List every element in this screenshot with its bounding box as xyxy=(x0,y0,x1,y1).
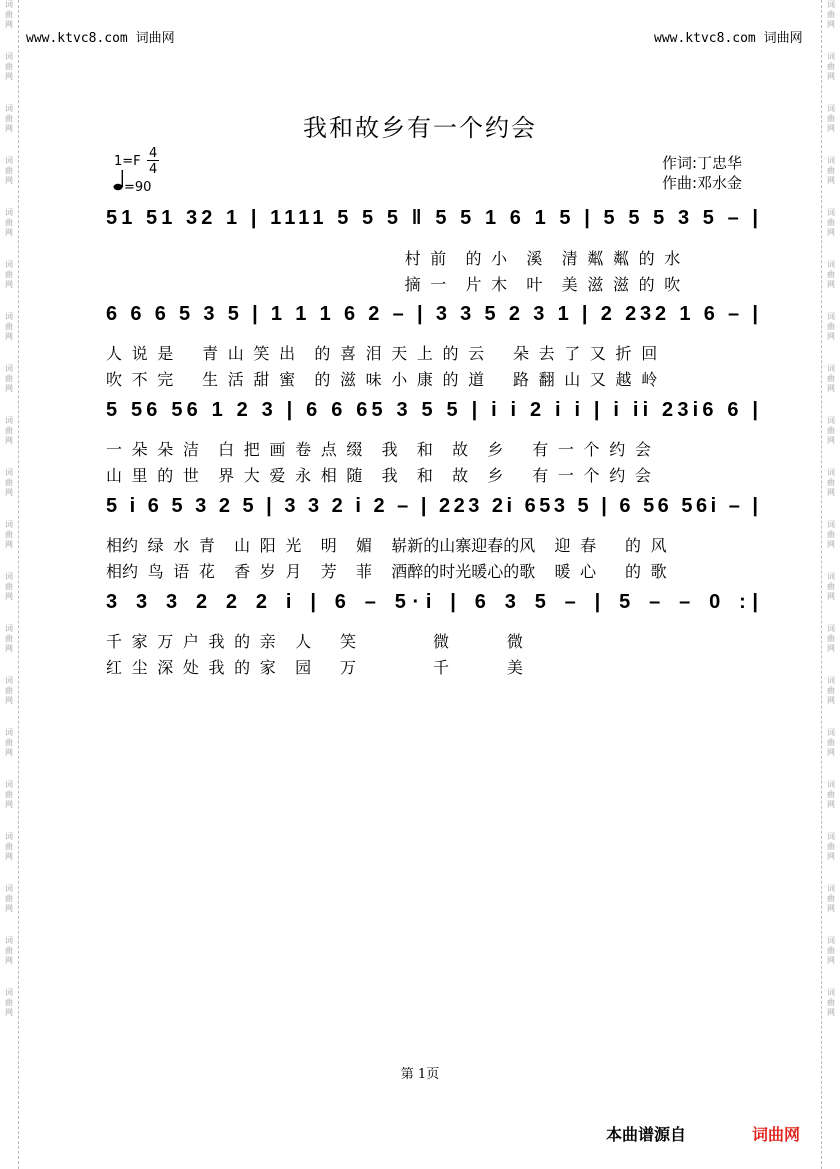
watermark-glyph: 词 xyxy=(5,988,13,997)
watermark-glyph: 词 xyxy=(5,832,13,841)
page-number: 第 1页 xyxy=(400,1067,440,1082)
watermark-glyph: 网 xyxy=(827,280,835,289)
watermark-glyph: 曲 xyxy=(5,530,13,539)
right-margin-line xyxy=(821,0,822,1169)
song-title: 我和故乡有一个约会 xyxy=(303,114,537,142)
lyric-verse1-row-4: 相约 绿 水 青 山 阳 光 明 媚 崭新的山寨迎春的风 迎 春 的 风 xyxy=(106,536,667,555)
watermark-glyph: 网 xyxy=(827,956,835,965)
watermark-glyph: 网 xyxy=(5,176,13,185)
notation-staff-2 xyxy=(106,296,766,336)
watermark-glyph: 词 xyxy=(5,416,13,425)
notation-text-5: 3 3 3 2 2 2 i | 6 – 5·i | 6 3 5 – | 5 – – 0 :| xyxy=(106,591,759,613)
watermark-group xyxy=(5,312,13,342)
watermark-glyph: 词 xyxy=(5,624,13,633)
watermark-glyph: 词 xyxy=(827,52,835,61)
lyric-verse1-row-5: 千 家 万 户 我 的 亲 人 笑 微 微 xyxy=(106,632,523,651)
watermark-glyph: 曲 xyxy=(5,842,13,851)
notation-row-1 xyxy=(106,200,766,236)
watermark-group xyxy=(5,780,13,810)
watermark-glyph: 曲 xyxy=(5,894,13,903)
watermark-glyph: 网 xyxy=(5,20,13,29)
watermark-glyph: 网 xyxy=(827,644,835,653)
watermark-glyph: 词 xyxy=(827,208,835,217)
notation-row-2 xyxy=(106,296,766,332)
watermark-group xyxy=(827,312,835,342)
watermark-glyph: 词 xyxy=(827,780,835,789)
lyric-verse2-row-1: 摘 一 片 木 叶 美 滋 滋 的 吹 xyxy=(106,275,681,294)
watermark-glyph: 词 xyxy=(827,832,835,841)
watermark-glyph: 词 xyxy=(5,364,13,373)
watermark-glyph: 网 xyxy=(827,904,835,913)
watermark-glyph: 网 xyxy=(5,748,13,757)
watermark-group xyxy=(827,624,835,654)
watermark-group xyxy=(827,728,835,758)
watermark-group xyxy=(5,988,13,1018)
watermark-glyph: 曲 xyxy=(827,10,835,19)
lyric-verse2-row-5: 红 尘 深 处 我 的 家 园 万 千 美 xyxy=(106,658,523,677)
watermark-group xyxy=(827,988,835,1018)
watermark-group xyxy=(827,0,835,30)
lyric-verse1-row-2: 人 说 是 青 山 笑 出 的 喜 泪 天 上 的 云 朵 去 了 又 折 回 xyxy=(106,344,658,363)
watermark-group xyxy=(827,260,835,290)
notation-staff-3 xyxy=(106,392,766,432)
watermark-group xyxy=(5,52,13,82)
watermark-glyph: 网 xyxy=(827,852,835,861)
watermark-glyph: 曲 xyxy=(5,998,13,1007)
watermark-glyph: 词 xyxy=(5,572,13,581)
watermark-glyph: 网 xyxy=(827,228,835,237)
watermark-glyph: 词 xyxy=(5,780,13,789)
notation-text-4: 5 i 6 5 3 2 5 | 3 3 2 i 2 – | 223 2i 653 5 | 6 56 56i – | xyxy=(106,495,758,517)
watermark-glyph: 词 xyxy=(5,208,13,217)
watermark-glyph: 词 xyxy=(5,260,13,269)
watermark-glyph: 词 xyxy=(827,936,835,945)
watermark-glyph: 曲 xyxy=(5,634,13,643)
watermark-glyph: 网 xyxy=(5,332,13,341)
lyric-verse2-row-2: 吹 不 完 生 活 甜 蜜 的 滋 味 小 康 的 道 路 翻 山 又 越 岭 xyxy=(106,370,658,389)
watermark-group xyxy=(5,0,13,30)
watermark-glyph: 曲 xyxy=(5,478,13,487)
watermark-glyph: 曲 xyxy=(5,582,13,591)
watermark-glyph: 网 xyxy=(5,436,13,445)
left-watermark-strip xyxy=(2,0,16,1169)
watermark-group xyxy=(5,364,13,394)
watermark-group xyxy=(827,676,835,706)
watermark-glyph: 词 xyxy=(5,312,13,321)
watermark-group xyxy=(5,832,13,862)
watermark-glyph: 网 xyxy=(827,696,835,705)
notation-text-2: 6 6 6 5 3 5 | 1 1 1 6 2 – | 3 3 5 2 3 1 | 2 232 1 6 – | xyxy=(106,303,759,325)
watermark-glyph: 词 xyxy=(5,0,13,9)
notation-text-3: 5 56 56 1 2 3 | 6 6 65 3 5 5 | i i 2 i i | i ii 23i6 6 | xyxy=(106,399,759,421)
watermark-glyph: 曲 xyxy=(827,62,835,71)
notation-row-5 xyxy=(106,584,766,620)
watermark-glyph: 网 xyxy=(827,176,835,185)
watermark-glyph: 网 xyxy=(5,124,13,133)
composer-credit: 作曲:邓水金 xyxy=(662,174,743,192)
watermark-group xyxy=(5,208,13,238)
header-right-site: www.ktvc8.com 词曲网 xyxy=(654,31,803,46)
watermark-glyph: 词 xyxy=(827,0,835,9)
notation-staff-1 xyxy=(106,200,766,240)
watermark-group xyxy=(827,416,835,446)
watermark-glyph: 词 xyxy=(827,364,835,373)
watermark-glyph: 网 xyxy=(5,904,13,913)
watermark-glyph: 曲 xyxy=(827,894,835,903)
watermark-glyph: 曲 xyxy=(827,634,835,643)
watermark-glyph: 词 xyxy=(5,52,13,61)
watermark-glyph: 词 xyxy=(827,728,835,737)
watermark-group xyxy=(5,572,13,602)
lyric-verse1-row-1: 村 前 的 小 溪 清 粼 粼 的 水 xyxy=(106,249,681,268)
watermark-glyph: 网 xyxy=(5,280,13,289)
watermark-glyph: 网 xyxy=(827,384,835,393)
watermark-group xyxy=(827,156,835,186)
watermark-glyph: 网 xyxy=(827,488,835,497)
watermark-group xyxy=(827,884,835,914)
watermark-glyph: 曲 xyxy=(827,738,835,747)
watermark-glyph: 词 xyxy=(5,156,13,165)
watermark-group xyxy=(827,780,835,810)
watermark-glyph: 网 xyxy=(5,644,13,653)
watermark-glyph: 词 xyxy=(5,104,13,113)
watermark-glyph: 网 xyxy=(5,592,13,601)
watermark-glyph: 词 xyxy=(827,260,835,269)
watermark-glyph: 网 xyxy=(827,800,835,809)
watermark-glyph: 曲 xyxy=(827,998,835,1007)
watermark-glyph: 词 xyxy=(827,312,835,321)
watermark-glyph: 词 xyxy=(827,468,835,477)
watermark-glyph: 词 xyxy=(5,936,13,945)
watermark-glyph: 网 xyxy=(827,592,835,601)
watermark-glyph: 曲 xyxy=(5,790,13,799)
watermark-glyph: 曲 xyxy=(5,738,13,747)
tempo-marking: =90 xyxy=(124,180,152,195)
watermark-glyph: 曲 xyxy=(5,218,13,227)
lyricist-credit: 作词:丁忠华 xyxy=(662,154,743,172)
watermark-glyph: 词 xyxy=(827,572,835,581)
notation-row-4 xyxy=(106,488,766,524)
watermark-glyph: 曲 xyxy=(827,322,835,331)
watermark-glyph: 网 xyxy=(5,956,13,965)
watermark-group xyxy=(827,520,835,550)
watermark-glyph: 曲 xyxy=(5,322,13,331)
watermark-glyph: 网 xyxy=(5,228,13,237)
watermark-group xyxy=(5,936,13,966)
watermark-glyph: 曲 xyxy=(5,426,13,435)
watermark-group xyxy=(5,520,13,550)
watermark-group xyxy=(827,208,835,238)
watermark-glyph: 词 xyxy=(5,520,13,529)
watermark-glyph: 曲 xyxy=(827,270,835,279)
watermark-glyph: 曲 xyxy=(827,166,835,175)
watermark-glyph: 曲 xyxy=(5,114,13,123)
watermark-glyph: 曲 xyxy=(827,686,835,695)
watermark-glyph: 曲 xyxy=(827,374,835,383)
watermark-glyph: 网 xyxy=(827,124,835,133)
time-signature-top: 4 xyxy=(149,146,158,161)
watermark-glyph: 词 xyxy=(827,884,835,893)
watermark-glyph: 词 xyxy=(5,884,13,893)
watermark-glyph: 词 xyxy=(5,468,13,477)
watermark-glyph: 曲 xyxy=(827,530,835,539)
watermark-glyph: 网 xyxy=(5,800,13,809)
watermark-glyph: 网 xyxy=(827,1008,835,1017)
watermark-glyph: 曲 xyxy=(827,114,835,123)
lyric-verse2-row-4: 相约 鸟 语 花 香 岁 月 芳 菲 酒醉的时光暖心的歌 暖 心 的 歌 xyxy=(106,562,667,581)
watermark-glyph: 网 xyxy=(5,696,13,705)
watermark-glyph: 词 xyxy=(827,416,835,425)
watermark-glyph: 网 xyxy=(827,436,835,445)
watermark-glyph: 网 xyxy=(5,488,13,497)
watermark-glyph: 曲 xyxy=(827,478,835,487)
header-left-site: www.ktvc8.com 词曲网 xyxy=(26,31,175,46)
watermark-glyph: 网 xyxy=(827,332,835,341)
lyric-verse1-row-3: 一 朵 朵 洁 白 把 画 卷 点 缀 我 和 故 乡 有 一 个 约 会 xyxy=(106,440,651,459)
watermark-glyph: 曲 xyxy=(827,218,835,227)
watermark-group xyxy=(5,728,13,758)
watermark-glyph: 词 xyxy=(5,676,13,685)
watermark-glyph: 曲 xyxy=(5,166,13,175)
watermark-glyph: 网 xyxy=(827,540,835,549)
left-margin-line xyxy=(18,0,19,1169)
lyric-verse2-row-3: 山 里 的 世 界 大 爱 永 相 随 我 和 故 乡 有 一 个 约 会 xyxy=(106,466,651,485)
notation-row-3 xyxy=(106,392,766,428)
notation-text-1: 51 51 32 1 | 1111 5 5 5 ‖ 5 5 1 6 1 5 | 5 5 5 3 5 – | xyxy=(106,207,759,229)
notation-staff-4 xyxy=(106,488,766,528)
watermark-glyph: 词 xyxy=(827,988,835,997)
watermark-group xyxy=(5,884,13,914)
watermark-glyph: 曲 xyxy=(5,62,13,71)
watermark-group xyxy=(5,676,13,706)
watermark-glyph: 词 xyxy=(827,676,835,685)
watermark-group xyxy=(5,624,13,654)
watermark-group xyxy=(5,260,13,290)
time-signature-bar xyxy=(147,160,159,161)
watermark-glyph: 网 xyxy=(5,852,13,861)
watermark-group xyxy=(5,156,13,186)
key-signature: 1=F xyxy=(114,154,141,169)
watermark-glyph: 网 xyxy=(827,72,835,81)
footer-source-label: 本曲谱源自 xyxy=(606,1125,687,1144)
watermark-group xyxy=(827,832,835,862)
notation-staff-5 xyxy=(106,584,766,624)
watermark-group xyxy=(827,52,835,82)
watermark-glyph: 网 xyxy=(5,384,13,393)
watermark-glyph: 词 xyxy=(827,156,835,165)
watermark-glyph: 词 xyxy=(827,104,835,113)
watermark-glyph: 曲 xyxy=(827,426,835,435)
watermark-glyph: 曲 xyxy=(5,270,13,279)
watermark-glyph: 曲 xyxy=(5,374,13,383)
watermark-glyph: 网 xyxy=(5,540,13,549)
watermark-glyph: 网 xyxy=(827,748,835,757)
watermark-group xyxy=(5,468,13,498)
watermark-glyph: 词 xyxy=(5,728,13,737)
watermark-group xyxy=(827,364,835,394)
footer-logo: 词曲网 xyxy=(752,1125,801,1144)
watermark-group xyxy=(827,468,835,498)
watermark-group xyxy=(827,572,835,602)
watermark-glyph: 曲 xyxy=(827,946,835,955)
right-watermark-strip xyxy=(824,0,838,1169)
watermark-glyph: 曲 xyxy=(827,842,835,851)
watermark-glyph: 曲 xyxy=(827,582,835,591)
watermark-glyph: 曲 xyxy=(5,10,13,19)
watermark-glyph: 网 xyxy=(5,1008,13,1017)
watermark-glyph: 曲 xyxy=(5,946,13,955)
watermark-glyph: 网 xyxy=(827,20,835,29)
time-signature-bottom: 4 xyxy=(149,162,158,177)
watermark-glyph: 词 xyxy=(827,624,835,633)
watermark-glyph: 网 xyxy=(5,72,13,81)
watermark-glyph: 曲 xyxy=(5,686,13,695)
watermark-group xyxy=(827,936,835,966)
watermark-glyph: 词 xyxy=(827,520,835,529)
watermark-group xyxy=(5,416,13,446)
watermark-glyph: 曲 xyxy=(827,790,835,799)
